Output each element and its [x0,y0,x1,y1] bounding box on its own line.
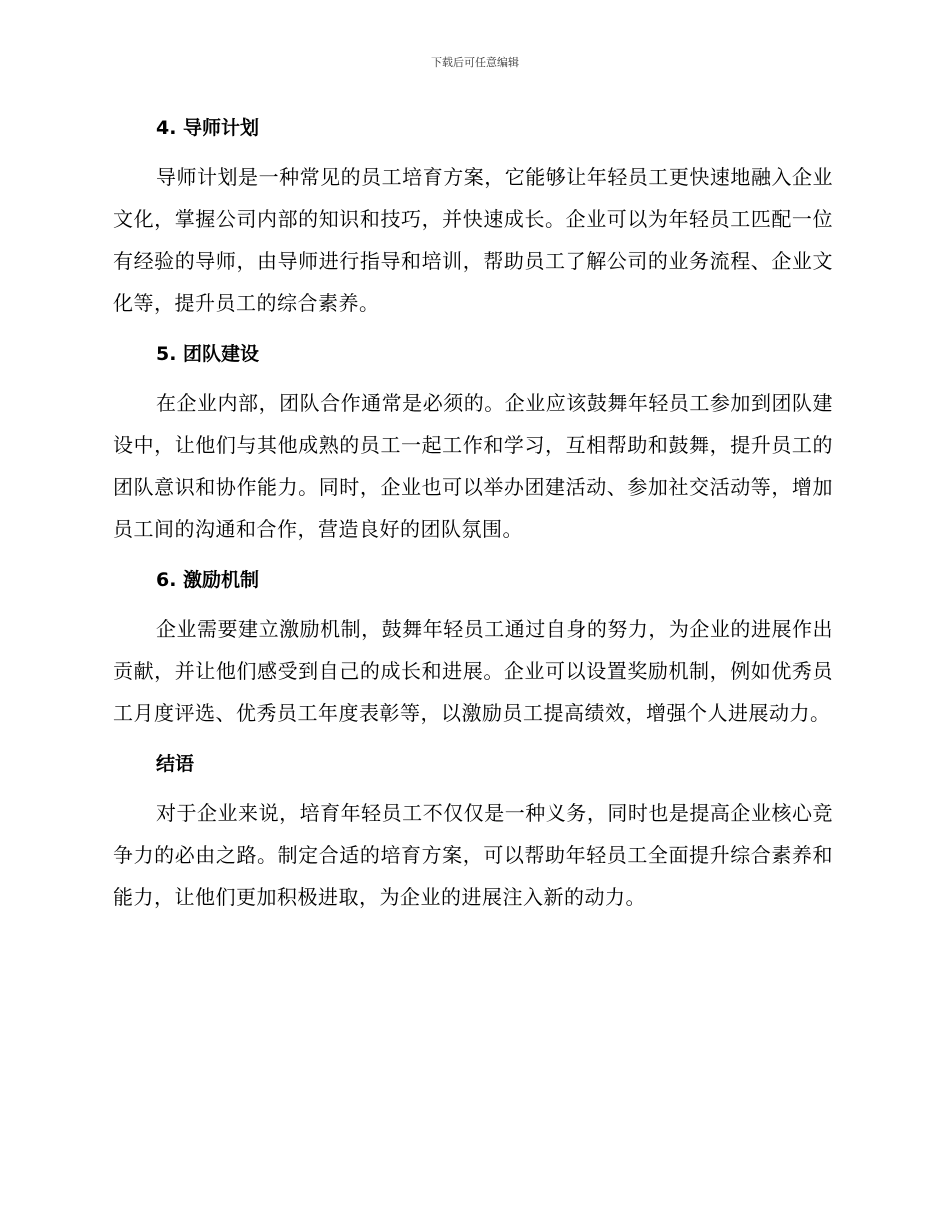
section-heading-teambuilding: 5. 团队建设 [156,343,260,365]
section-heading-mentor: 4. 导师计划 [156,117,260,139]
section-paragraph-incentive: 企业需要建立激励机制，鼓舞年轻员工通过自身的努力，为企业的进展作出贡献，并让他们感受到自己的成长和进展。企业可以设置奖励机制，例如优秀员工月度评选、优秀员工年度表彰等，以激励员工提高绩效，增强个人进展动力。 [113,617,833,725]
section-paragraph-teambuilding: 在企业内部，团队合作通常是必须的。企业应该鼓舞年轻员工参加到团队建设中，让他们与其他成熟的员工一起工作和学习，互相帮助和鼓舞，提升员工的团队意识和协作能力。同时，企业也可以举办团建活动、参加社交活动等，增加员工间的沟通和合作，营造良好的团队氛围。 [113,391,833,541]
section-paragraph-conclusion: 对于企业来说，培育年轻员工不仅仅是一种义务，同时也是提高企业核心竞争力的必由之路。制定合适的培育方案，可以帮助年轻员工全面提升综合素养和能力，让他们更加积极进取，为企业的进展注入新的动力。 [113,801,833,909]
header-note: 下载后可任意编辑 [431,56,519,69]
document-body [113,108,833,918]
section-heading-conclusion: 结语 [156,753,195,775]
section-paragraph-mentor: 导师计划是一种常见的员工培育方案，它能够让年轻员工更快速地融入企业文化，掌握公司内部的知识和技巧，并快速成长。企业可以为年轻员工匹配一位有经验的导师，由导师进行指导和培训，帮助员工了解公司的业务流程、企业文化等，提升员工的综合素养。 [113,165,833,315]
section-heading-incentive: 6. 激励机制 [156,569,260,591]
